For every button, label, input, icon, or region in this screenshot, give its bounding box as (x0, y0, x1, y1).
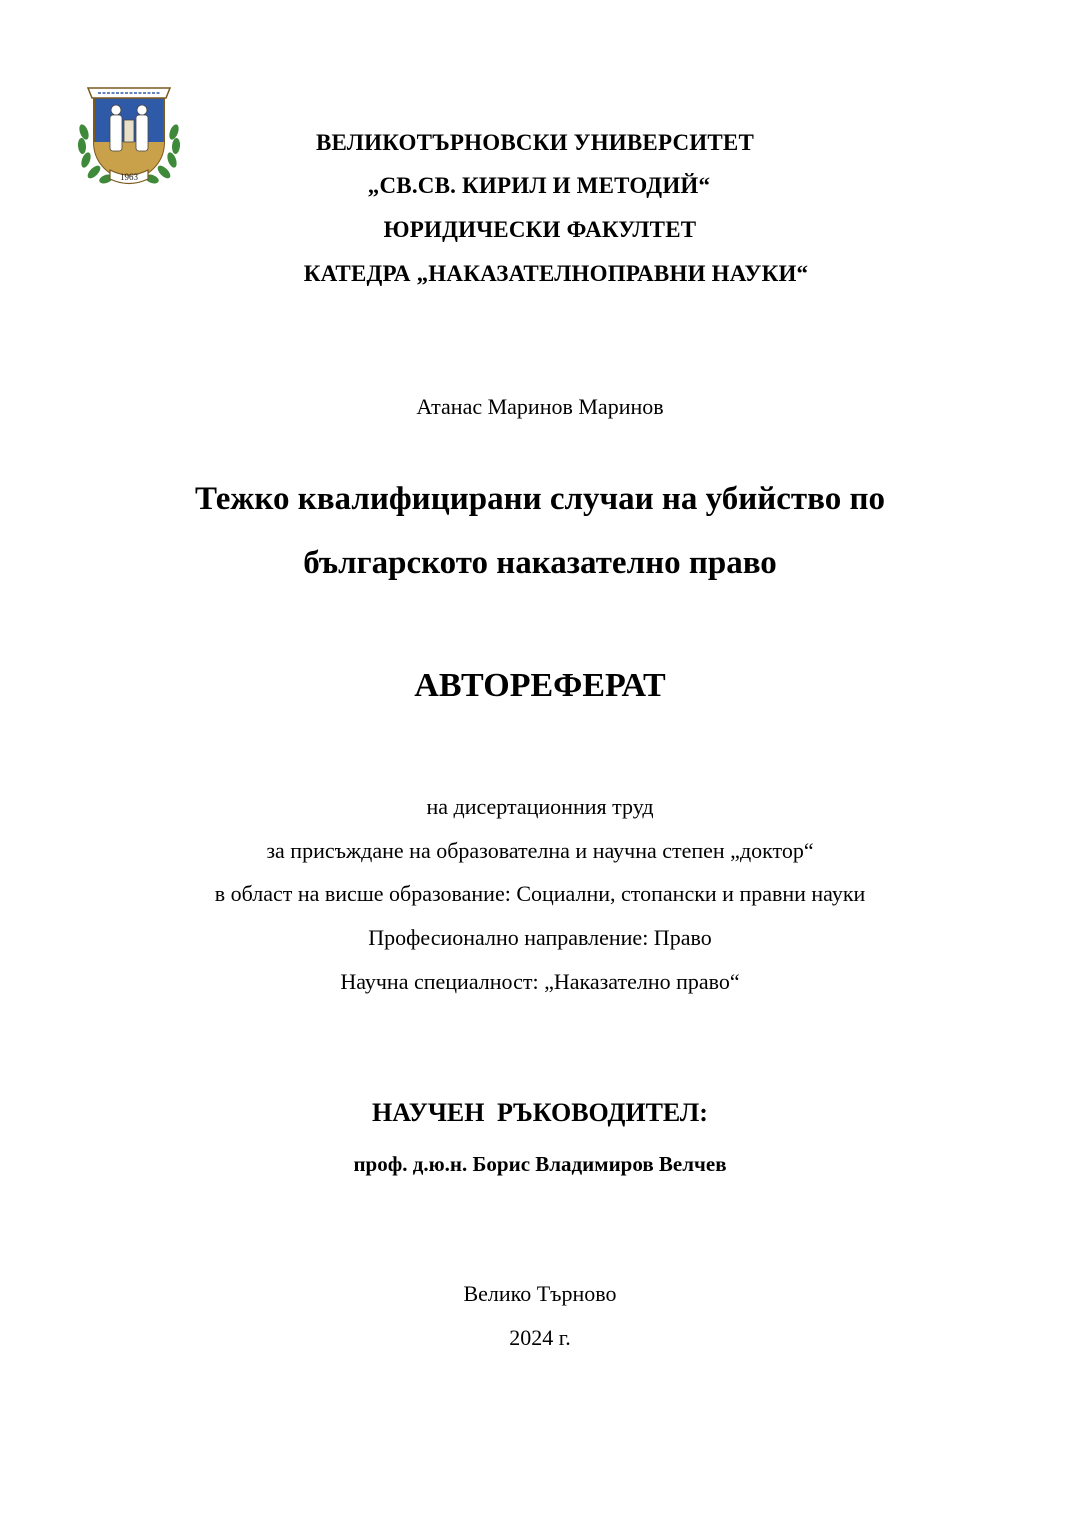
dissertation-title-line-1: Тежко квалифицирани случаи на убийство по (195, 481, 885, 517)
description-line-4: Професионално направление: Право (368, 925, 712, 950)
dissertation-title-line-2: българското наказателно право (303, 545, 777, 581)
department-name: КАТЕДРА „НАКАЗАТЕЛНОПРАВНИ НАУКИ“ (303, 261, 809, 286)
description-line-5: Научна специалност: „Наказателно право“ (340, 969, 740, 994)
document-type: АВТОРЕФЕРАТ (414, 667, 666, 704)
supervisor-label: НАУЧЕН РЪКОВОДИТЕЛ: (372, 1098, 708, 1127)
faculty-name: ЮРИДИЧЕСКИ ФАКУЛТЕТ (383, 217, 697, 242)
description-line-3: в област на висше образование: Социални, стопански и правни науки (214, 881, 866, 906)
description-line-2: за присъждане на образователна и научна степен „доктор“ (266, 838, 814, 863)
author-name: Атанас Маринов Маринов (416, 394, 664, 419)
university-name: „СВ.СВ. КИРИЛ И МЕТОДИЙ“ (367, 173, 711, 198)
supervisor-name: проф. д.ю.н. Борис Владимиров Велчев (353, 1152, 727, 1176)
year: 2024 г. (509, 1325, 571, 1350)
description-line-1: на дисертационния труд (426, 794, 654, 819)
svg-text:1963: 1963 (120, 172, 138, 182)
university-title: ВЕЛИКОТЪРНОВСКИ УНИВЕРСИТЕТ (315, 130, 755, 155)
city: Велико Търново (463, 1281, 617, 1306)
